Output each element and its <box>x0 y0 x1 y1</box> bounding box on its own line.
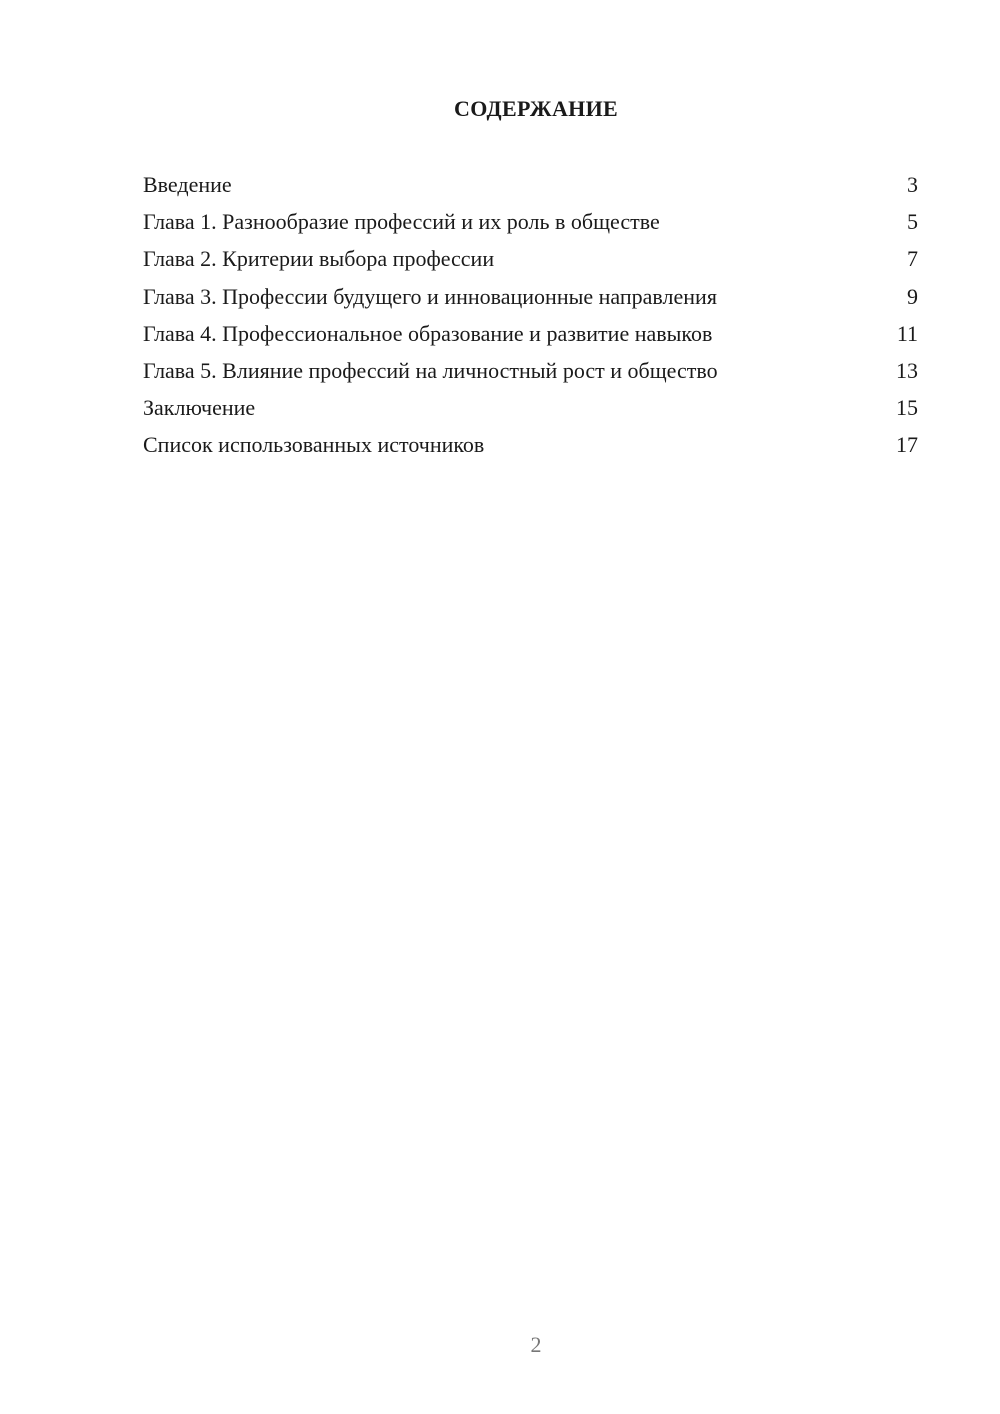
toc-entry-label: Заключение <box>143 395 256 421</box>
toc-entry-label: Глава 1. Разнообразие профессий и их роль в обществе <box>143 209 660 235</box>
table-of-contents <box>143 170 918 468</box>
toc-entry-chapter-1 <box>143 207 918 244</box>
toc-entry-page-number: 15 <box>896 395 918 421</box>
page-number: 2 <box>530 1332 542 1357</box>
toc-entry-page-number: 3 <box>907 172 918 197</box>
toc-entry-label: Введение <box>143 172 232 197</box>
toc-entry-references <box>143 430 918 467</box>
toc-entry-page-number: 5 <box>907 209 918 235</box>
toc-entry-page-number: 13 <box>896 357 918 383</box>
toc-entry-conclusion <box>143 393 918 430</box>
toc-entry-chapter-3 <box>143 282 918 319</box>
toc-entry-label: Список использованных источников <box>143 432 485 458</box>
page-title: СОДЕРЖАНИЕ <box>454 96 618 121</box>
toc-entry-chapter-2 <box>143 244 918 281</box>
toc-entry-page-number: 7 <box>907 246 918 272</box>
toc-entry-page-number: 17 <box>896 432 918 458</box>
toc-entry-chapter-4 <box>143 319 918 356</box>
toc-entry-chapter-5 <box>143 356 918 393</box>
toc-entry-page-number: 9 <box>907 283 918 309</box>
toc-entry-label: Глава 3. Профессии будущего и инновационные направления <box>143 283 717 309</box>
toc-entry-label: Глава 4. Профессиональное образование и развитие навыков <box>143 320 713 346</box>
toc-entry-label: Глава 2. Критерии выбора профессии <box>143 246 495 272</box>
toc-entry-page-number: 11 <box>896 320 918 346</box>
toc-entry-label: Глава 5. Влияние профессий на личностный рост и общество <box>143 357 718 383</box>
toc-entry-introduction <box>143 170 918 207</box>
